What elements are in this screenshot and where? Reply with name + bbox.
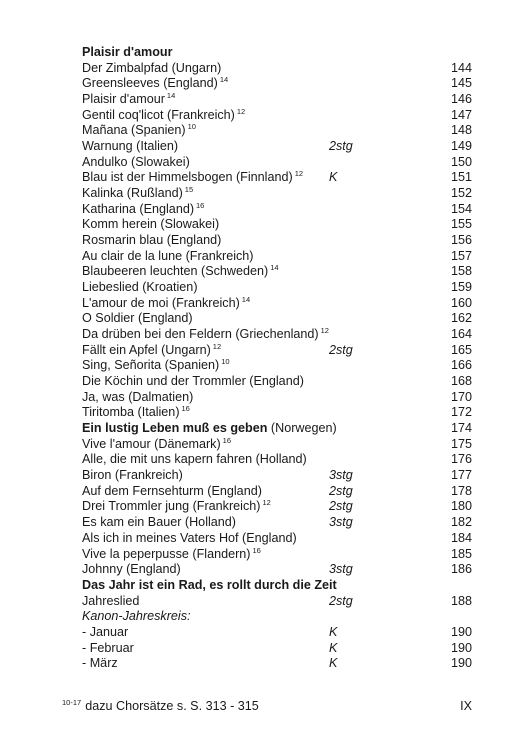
entry-page-number: 177 bbox=[450, 468, 472, 483]
entry-title bbox=[82, 343, 221, 359]
entry-title-text: - Januar bbox=[82, 624, 129, 639]
footnote-reference: 14 bbox=[166, 91, 176, 101]
entry-title-text: Andulko (Slowakei) bbox=[82, 154, 190, 169]
footnote-reference: 10 bbox=[221, 357, 230, 367]
entry-title bbox=[82, 217, 219, 233]
entry-voicing: 2stg bbox=[329, 593, 353, 608]
toc-entry bbox=[82, 547, 472, 563]
entry-voicing: 3stg bbox=[329, 562, 353, 577]
toc-entry bbox=[82, 92, 472, 108]
toc-entry bbox=[82, 170, 472, 186]
entry-title-text: Vive la peperpusse (Flandern) bbox=[82, 546, 251, 561]
entry-title bbox=[82, 45, 172, 61]
footnote-reference: 12 bbox=[236, 106, 246, 116]
entry-voicing: 2stg bbox=[329, 499, 353, 514]
toc-entry bbox=[82, 296, 472, 312]
entry-page-number: 176 bbox=[450, 452, 472, 467]
entry-page-number: 148 bbox=[450, 123, 472, 138]
entry-title-text: Warnung (Italien) bbox=[82, 139, 179, 154]
toc-entry bbox=[82, 327, 472, 343]
entry-title-text: Drei Trommler jung (Frankreich) bbox=[82, 499, 261, 514]
entry-title bbox=[82, 170, 303, 186]
toc-entry bbox=[82, 123, 472, 139]
entry-page-number: 147 bbox=[450, 107, 472, 122]
entry-title-text: Jahreslied bbox=[82, 593, 140, 608]
entry-page-number: 156 bbox=[450, 233, 472, 248]
toc-entry bbox=[82, 311, 472, 327]
toc-entry bbox=[82, 249, 472, 265]
entry-title-text: Greensleeves (England) bbox=[82, 76, 218, 91]
entry-title bbox=[82, 92, 175, 108]
entry-title bbox=[82, 594, 139, 610]
entry-page-number: 190 bbox=[450, 640, 472, 655]
entry-title-text: Sing, Señorita (Spanien) bbox=[82, 358, 220, 373]
toc-entry bbox=[82, 562, 472, 578]
entry-title bbox=[82, 484, 262, 500]
entry-voicing: K bbox=[329, 656, 338, 671]
entry-title-text: Liebeslied (Kroatien) bbox=[82, 280, 198, 295]
entry-title bbox=[82, 358, 230, 374]
entry-title-text: Komm herein (Slowakei) bbox=[82, 217, 220, 232]
entry-title-text: - Februar bbox=[82, 640, 134, 655]
entry-page-number: 144 bbox=[450, 60, 472, 75]
entry-title bbox=[82, 499, 271, 515]
entry-title bbox=[82, 452, 307, 468]
entry-page-number: 188 bbox=[450, 593, 472, 608]
entry-page-number: 180 bbox=[450, 499, 472, 514]
toc-entry bbox=[82, 280, 472, 296]
toc-entry bbox=[82, 452, 472, 468]
entry-title-text: Kanon-Jahreskreis: bbox=[82, 609, 191, 624]
entry-title bbox=[82, 515, 236, 531]
entry-voicing: 2stg bbox=[329, 342, 353, 357]
entry-title-text: Gentil coq'licot (Frankreich) bbox=[82, 107, 235, 122]
entry-page-number: 182 bbox=[450, 515, 472, 530]
entry-page-number: 145 bbox=[450, 76, 472, 91]
entry-title-text: Da drüben bei den Feldern (Griechenland) bbox=[82, 327, 319, 342]
toc-section-heading bbox=[82, 578, 472, 594]
entry-title-text: Vive l'amour (Dänemark) bbox=[82, 436, 221, 451]
entry-page-number: 185 bbox=[450, 546, 472, 561]
entry-title bbox=[82, 123, 196, 139]
entry-title bbox=[82, 562, 181, 578]
entry-title-text: Alle, die mit uns kapern fahren (Holland) bbox=[82, 452, 307, 467]
toc-entry bbox=[82, 202, 472, 218]
entry-page-number: 149 bbox=[450, 139, 472, 154]
entry-title bbox=[82, 641, 134, 657]
entry-title-text: Tiritomba (Italien) bbox=[82, 405, 180, 420]
footnote-reference: 14 bbox=[219, 75, 229, 85]
entry-title bbox=[82, 405, 190, 421]
entry-title-text: Mañana (Spanien) bbox=[82, 123, 186, 138]
footnote-reference: 16 bbox=[222, 435, 231, 445]
toc-entry bbox=[82, 656, 472, 672]
entry-title-text: Es kam ein Bauer (Holland) bbox=[82, 515, 236, 530]
toc-entry bbox=[82, 374, 472, 390]
entry-title-text: Johnny (England) bbox=[82, 562, 181, 577]
entry-title-text: Als ich in meines Vaters Hof (England) bbox=[82, 530, 297, 545]
entry-title bbox=[82, 437, 231, 453]
entry-title-text: Plaisir d'amour bbox=[82, 92, 165, 107]
entry-voicing: 3stg bbox=[329, 468, 353, 483]
footnote-reference: 12 bbox=[294, 169, 304, 179]
entry-title bbox=[82, 656, 118, 672]
page-number: IX bbox=[460, 699, 472, 713]
toc-entry bbox=[82, 217, 472, 233]
toc-section-heading bbox=[82, 421, 472, 437]
entry-voicing: K bbox=[329, 170, 338, 185]
entry-title bbox=[82, 202, 204, 218]
footnote-reference: 12 bbox=[262, 498, 271, 508]
entry-page-number: 175 bbox=[450, 436, 472, 451]
entry-title bbox=[82, 578, 337, 594]
toc-entry bbox=[82, 468, 472, 484]
toc-entry bbox=[82, 484, 472, 500]
toc-entry bbox=[82, 343, 472, 359]
entry-title bbox=[82, 311, 193, 327]
toc-section-heading bbox=[82, 45, 472, 61]
entry-page-number: 155 bbox=[450, 217, 472, 232]
entry-title bbox=[82, 249, 254, 265]
toc-entry bbox=[82, 437, 472, 453]
entry-title-text: Der Zimbalpfad (Ungarn) bbox=[82, 60, 222, 75]
toc-entry bbox=[82, 390, 472, 406]
entry-title bbox=[82, 609, 191, 625]
toc-entry bbox=[82, 186, 472, 202]
entry-page-number: 166 bbox=[450, 358, 472, 373]
footnote-text: dazu Chorsätze s. S. 313 - 315 bbox=[85, 699, 259, 713]
footnote-reference: 10 bbox=[187, 122, 196, 132]
entry-page-number: 152 bbox=[450, 186, 472, 201]
entry-title-text: Plaisir d'amour bbox=[82, 45, 173, 59]
entry-voicing: 3stg bbox=[329, 515, 353, 530]
entry-page-number: 190 bbox=[450, 624, 472, 639]
table-of-contents bbox=[82, 45, 472, 672]
entry-voicing: K bbox=[329, 640, 338, 655]
entry-page-number: 178 bbox=[450, 483, 472, 498]
footnote-marker: 10-17 bbox=[62, 698, 82, 707]
entry-title-text: Ja, was (Dalmatien) bbox=[82, 389, 194, 404]
entry-title bbox=[82, 139, 178, 155]
entry-page-number: 157 bbox=[450, 248, 472, 263]
footnote-reference: 15 bbox=[184, 185, 194, 195]
toc-entry bbox=[82, 531, 472, 547]
entry-title bbox=[82, 531, 297, 547]
entry-title bbox=[82, 155, 190, 171]
entry-title-text: Kalinka (Rußland) bbox=[82, 186, 183, 201]
entry-title-text: Ein lustig Leben muß es geben bbox=[82, 421, 268, 436]
footnote-reference: 16 bbox=[252, 545, 261, 555]
entry-page-number: 168 bbox=[450, 374, 472, 389]
entry-title bbox=[82, 296, 250, 312]
entry-title bbox=[82, 390, 193, 406]
entry-page-number: 190 bbox=[450, 656, 472, 671]
entry-title-text: Biron (Frankreich) bbox=[82, 468, 183, 483]
entry-page-number: 150 bbox=[450, 154, 472, 169]
toc-entry bbox=[82, 61, 472, 77]
entry-title bbox=[82, 547, 261, 563]
entry-title bbox=[82, 61, 221, 77]
entry-voicing: 2stg bbox=[329, 483, 353, 498]
toc-entry bbox=[82, 155, 472, 171]
entry-title bbox=[82, 625, 128, 641]
entry-title bbox=[82, 327, 329, 343]
entry-voicing: 2stg bbox=[329, 139, 353, 154]
entry-page-number: 164 bbox=[450, 327, 472, 342]
footnote-reference: 14 bbox=[270, 263, 279, 273]
entry-title bbox=[82, 264, 279, 280]
toc-entry bbox=[82, 264, 472, 280]
toc-entry bbox=[82, 515, 472, 531]
entry-title-text: L'amour de moi (Frankreich) bbox=[82, 295, 240, 310]
entry-page-number: 158 bbox=[450, 264, 472, 279]
entry-page-number: 186 bbox=[450, 562, 472, 577]
footnote-reference: 16 bbox=[181, 404, 190, 414]
toc-entry bbox=[82, 625, 472, 641]
footnote-reference: 12 bbox=[212, 341, 222, 351]
entry-page-number: 174 bbox=[450, 421, 472, 436]
entry-title-text: Blaubeeren leuchten (Schweden) bbox=[82, 264, 269, 279]
entry-title-text: Rosmarin blau (England) bbox=[82, 233, 222, 248]
entry-title bbox=[82, 374, 304, 390]
toc-entry bbox=[82, 139, 472, 155]
entry-title-text: O Soldier (England) bbox=[82, 311, 193, 326]
entry-page-number: 184 bbox=[450, 530, 472, 545]
entry-page-number: 160 bbox=[450, 295, 472, 310]
entry-title-text: Katharina (England) bbox=[82, 201, 195, 216]
entry-voicing: K bbox=[329, 624, 338, 639]
page-footer bbox=[62, 698, 472, 714]
toc-entry bbox=[82, 358, 472, 374]
entry-page-number: 165 bbox=[450, 342, 472, 357]
entry-title-suffix: (Norwegen) bbox=[267, 421, 337, 436]
entry-page-number: 154 bbox=[450, 201, 472, 216]
entry-page-number: 151 bbox=[450, 170, 472, 185]
entry-title bbox=[82, 233, 221, 249]
toc-entry bbox=[82, 594, 472, 610]
toc-entry bbox=[82, 609, 472, 625]
entry-page-number: 159 bbox=[450, 280, 472, 295]
footnote-reference: 16 bbox=[196, 200, 205, 210]
toc-entry bbox=[82, 76, 472, 92]
entry-title-text: Blau ist der Himmelsbogen (Finnland) bbox=[82, 170, 293, 185]
entry-title bbox=[82, 76, 228, 92]
toc-entry bbox=[82, 405, 472, 421]
entry-title-text: - März bbox=[82, 656, 118, 671]
entry-title-text: Fällt ein Apfel (Ungarn) bbox=[82, 342, 211, 357]
footnote-reference: 12 bbox=[320, 326, 329, 336]
entry-page-number: 172 bbox=[450, 405, 472, 420]
entry-title bbox=[82, 280, 198, 296]
toc-entry bbox=[82, 641, 472, 657]
entry-title bbox=[82, 421, 337, 437]
entry-title-text: Auf dem Fernsehturm (England) bbox=[82, 483, 262, 498]
entry-page-number: 146 bbox=[450, 92, 472, 107]
entry-title bbox=[82, 468, 183, 484]
toc-entry bbox=[82, 233, 472, 249]
entry-title bbox=[82, 108, 245, 124]
entry-title-text: Das Jahr ist ein Rad, es rollt durch die Zeit bbox=[82, 577, 337, 592]
toc-entry bbox=[82, 108, 472, 124]
entry-page-number: 162 bbox=[450, 311, 472, 326]
entry-title-text: Au clair de la lune (Frankreich) bbox=[82, 248, 254, 263]
entry-title-text: Die Köchin und der Trommler (England) bbox=[82, 374, 304, 389]
entry-page-number: 170 bbox=[450, 389, 472, 404]
toc-entry bbox=[82, 499, 472, 515]
entry-title bbox=[82, 186, 193, 202]
footnote-reference: 14 bbox=[241, 294, 251, 304]
